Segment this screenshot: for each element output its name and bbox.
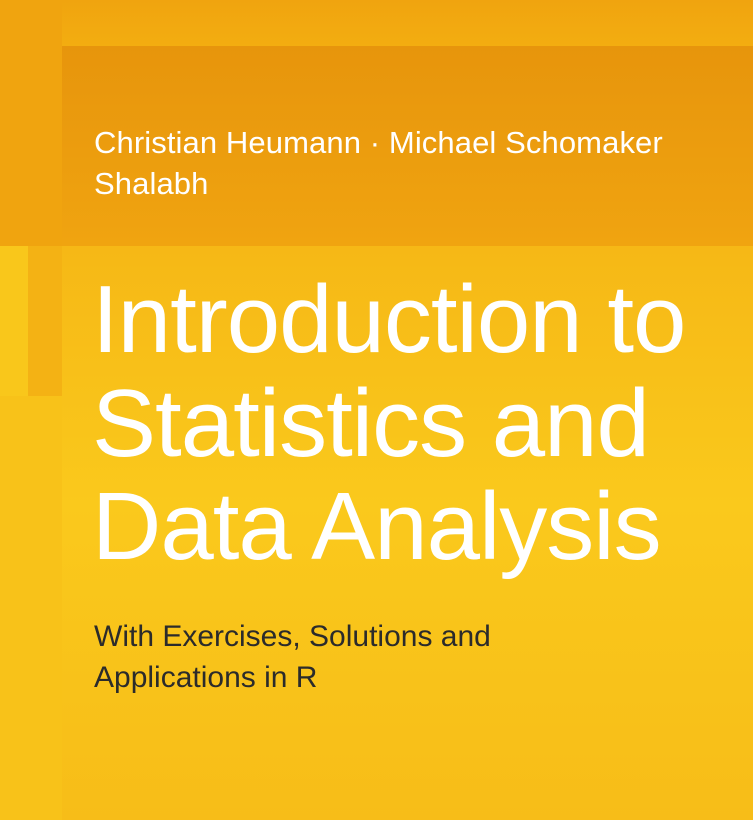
page-title xyxy=(92,268,732,579)
author-line-2: Shalabh xyxy=(94,166,209,202)
spine-segment-light xyxy=(0,246,28,396)
title-line-2: Statistics and xyxy=(92,369,649,477)
author-line-1: Christian Heumann · Michael Schomaker xyxy=(94,125,663,160)
subtitle-line-2: Applications in R xyxy=(94,661,318,695)
spine-segment-top xyxy=(0,0,62,246)
spine-segment-mid xyxy=(28,246,62,396)
subtitle-line-1: With Exercises, Solutions and xyxy=(94,620,491,653)
title-line-1: Introduction to xyxy=(92,266,686,373)
title-line-3: Data Analysis xyxy=(92,473,661,581)
subtitle xyxy=(94,616,714,699)
left-spine-column xyxy=(0,0,62,820)
spine-segment-bottom xyxy=(0,396,62,820)
author-names xyxy=(94,122,714,204)
top-band xyxy=(0,0,753,46)
